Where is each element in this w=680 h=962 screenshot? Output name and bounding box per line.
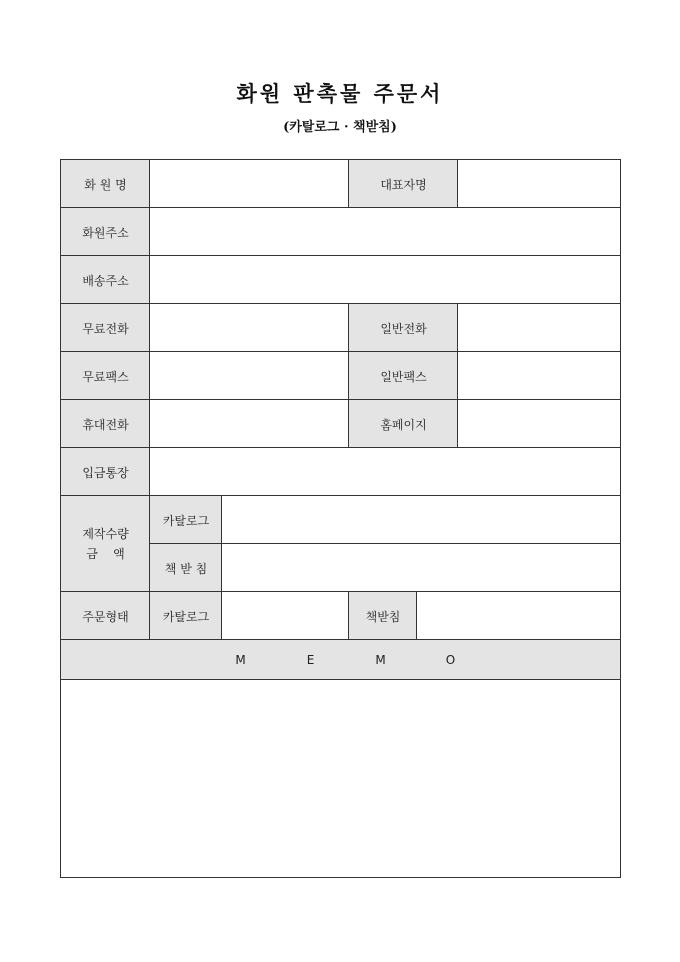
order-catalog-label: 카탈로그 xyxy=(150,592,222,640)
general-phone-label: 일반전화 xyxy=(349,304,458,352)
member-address-label: 화원주소 xyxy=(61,208,150,256)
member-name-label: 화 원 명 xyxy=(61,160,150,208)
toll-free-fax-label: 무료팩스 xyxy=(61,352,150,400)
toll-free-fax-field[interactable] xyxy=(150,352,349,400)
delivery-address-field[interactable] xyxy=(150,256,620,304)
order-type-label: 주문형태 xyxy=(61,592,150,640)
order-catalog-field[interactable] xyxy=(222,592,349,640)
memo-letter-m1: M xyxy=(235,653,246,667)
order-bookmark-field[interactable] xyxy=(417,592,620,640)
member-address-field[interactable] xyxy=(150,208,620,256)
quantity-amount-label xyxy=(61,496,150,592)
order-bookmark-label: 책받침 xyxy=(349,592,417,640)
general-fax-label: 일반팩스 xyxy=(349,352,458,400)
deposit-account-field[interactable] xyxy=(150,448,620,496)
mobile-phone-label: 휴대전화 xyxy=(61,400,150,448)
ceo-name-label: 대표자명 xyxy=(349,160,458,208)
delivery-address-label: 배송주소 xyxy=(61,256,150,304)
homepage-field[interactable] xyxy=(458,400,620,448)
memo-letter-m2: M xyxy=(375,653,386,667)
ceo-name-field[interactable] xyxy=(458,160,620,208)
mobile-phone-field[interactable] xyxy=(150,400,349,448)
general-phone-field[interactable] xyxy=(458,304,620,352)
memo-body[interactable] xyxy=(61,680,620,877)
memo-letter-o: O xyxy=(445,653,456,667)
catalog-quantity-label: 카탈로그 xyxy=(150,496,222,544)
catalog-quantity-field[interactable] xyxy=(222,496,620,544)
toll-free-phone-label: 무료전화 xyxy=(61,304,150,352)
member-name-field[interactable] xyxy=(150,160,349,208)
memo-letter-e: E xyxy=(306,653,315,667)
form-title: 화원 판촉물 주문서 xyxy=(236,81,444,106)
deposit-account-label: 입금통장 xyxy=(61,448,150,496)
quantity-label: 제작수량 xyxy=(82,527,129,541)
general-fax-field[interactable] xyxy=(458,352,620,400)
memo-header xyxy=(61,640,620,680)
bookmark-quantity-label: 책 받 침 xyxy=(150,544,222,592)
bookmark-quantity-field[interactable] xyxy=(222,544,620,592)
form-subtitle: (카탈로그 · 책받침) xyxy=(283,120,397,135)
amount-label: 금 액 xyxy=(86,547,125,561)
toll-free-phone-field[interactable] xyxy=(150,304,349,352)
order-form xyxy=(60,159,621,878)
homepage-label: 홈페이지 xyxy=(349,400,458,448)
